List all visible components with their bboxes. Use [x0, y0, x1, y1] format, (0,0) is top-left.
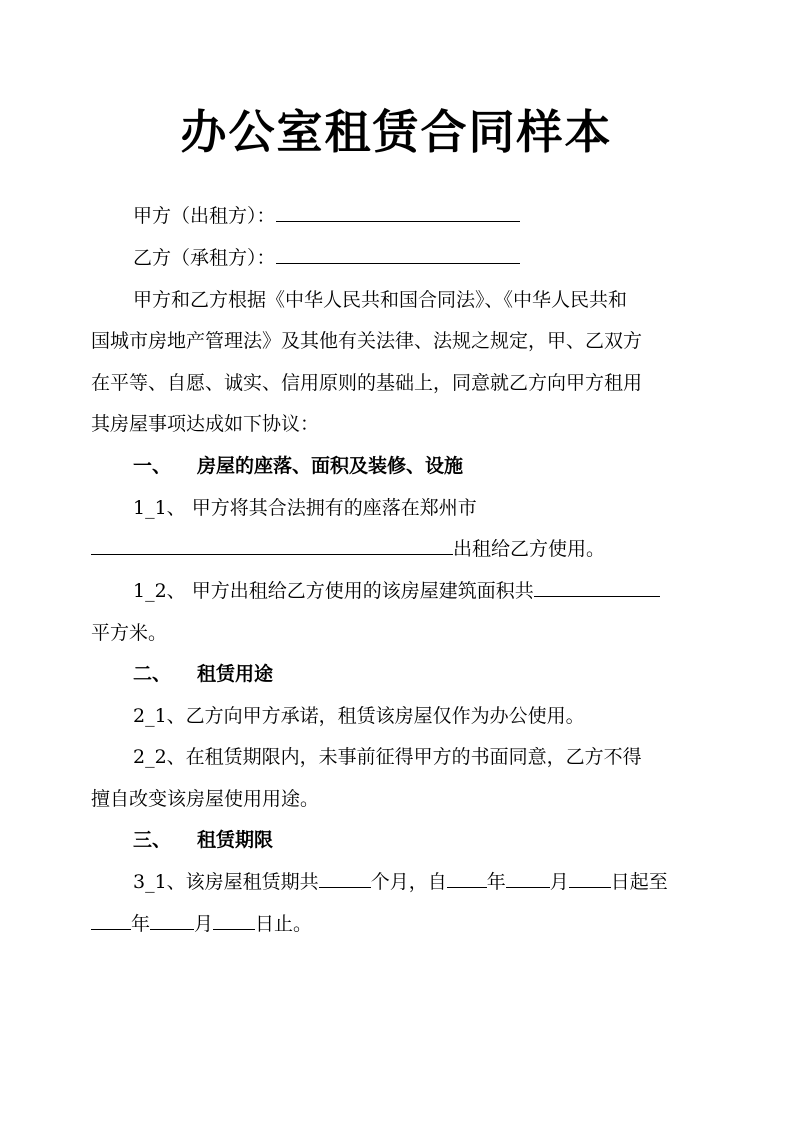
party-a-line [91, 202, 706, 230]
section-3-number: 三、 [133, 829, 172, 851]
party-b-line [91, 244, 706, 272]
address-blank[interactable] [91, 536, 453, 555]
intro-line-2: 国城市房地产管理法》及其他有关法律、法规之规定，甲、乙双方 [91, 330, 643, 352]
end-month-blank[interactable] [150, 911, 194, 930]
end-month-label: 月 [194, 913, 214, 935]
start-year-blank[interactable] [447, 869, 487, 888]
item-3-1-line-a [91, 868, 706, 896]
end-day-label: 日止。 [255, 913, 313, 935]
months-blank[interactable] [319, 869, 371, 888]
section-3-heading [91, 826, 706, 854]
item-1-1-suffix: 出租给乙方使用。 [453, 538, 606, 560]
start-year-label: 年 [486, 871, 506, 893]
start-day-blank[interactable] [569, 869, 611, 888]
section-1-heading [91, 452, 706, 480]
party-b-blank[interactable] [276, 245, 520, 264]
item-1-2-line-a [91, 577, 706, 605]
start-day-label: 日起至 [610, 871, 668, 893]
item-1-2-text: 1_2、 甲方出租给乙方使用的该房屋建筑面积共 [133, 580, 534, 602]
party-a-label: 甲方（出租方）： [133, 205, 276, 227]
intro-line-1: 甲方和乙方根据《中华人民共和国合同法》、《中华人民共和 [133, 289, 628, 311]
item-3-1-line-b [91, 910, 706, 938]
end-year-blank[interactable] [91, 911, 131, 930]
months-suffix: 个月，自 [370, 871, 447, 893]
item-2-2-line-b: 擅自改变该房屋使用用途。 [91, 788, 320, 810]
item-2-2-line-a: 2_2、在租赁期限内，未事前征得甲方的书面同意，乙方不得 [133, 746, 642, 768]
item-1-2-line-b: 平方米。 [91, 622, 168, 644]
item-1-1-line-b [91, 535, 706, 563]
start-month-blank[interactable] [506, 869, 550, 888]
start-month-label: 月 [549, 871, 569, 893]
section-1-number: 一、 [133, 455, 172, 477]
intro-line-4: 其房屋事项达成如下协议： [91, 413, 320, 435]
end-year-label: 年 [131, 913, 151, 935]
item-3-1-text: 3_1、该房屋租赁期共 [133, 871, 319, 893]
section-2-heading [91, 660, 706, 688]
section-3-title: 租赁期限 [197, 829, 274, 851]
party-b-label: 乙方（承租方）： [133, 247, 276, 269]
page-title: 办公室租赁合同样本 [180, 105, 613, 159]
area-blank[interactable] [534, 578, 660, 597]
item-1-1-line-a: 1_1、 甲方将其合法拥有的座落在郑州市 [133, 497, 477, 519]
intro-line-3: 在平等、自愿、诚实、信用原则的基础上，同意就乙方向甲方租用 [91, 372, 643, 394]
end-day-blank[interactable] [213, 911, 255, 930]
section-2-title: 租赁用途 [197, 663, 274, 685]
section-2-number: 二、 [133, 663, 172, 685]
item-2-1: 2_1、乙方向甲方承诺，租赁该房屋仅作为办公使用。 [133, 705, 585, 727]
section-1-title: 房屋的座落、面积及装修、设施 [197, 455, 464, 477]
party-a-blank[interactable] [276, 203, 520, 222]
